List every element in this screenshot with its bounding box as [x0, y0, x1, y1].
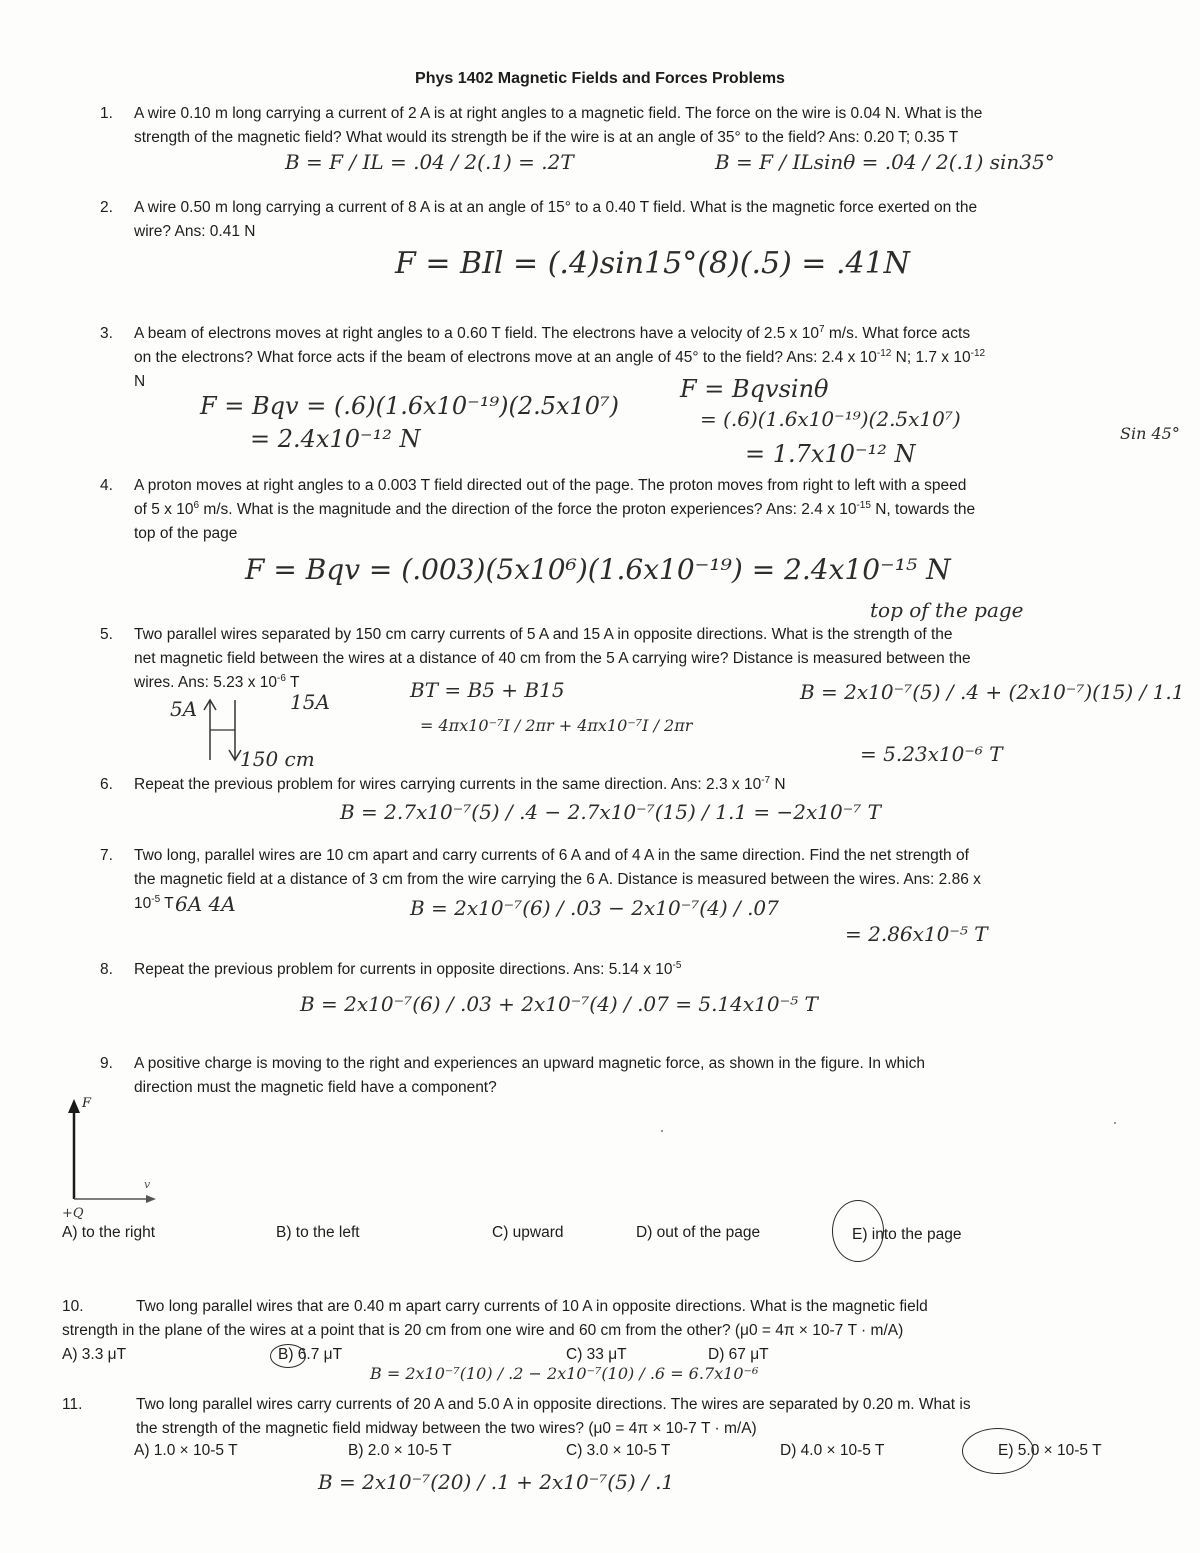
scan-speck: [1114, 1122, 1116, 1124]
q4-line-2: of 5 x $10^6$ m/s. What is the magnitude and the direction of the force the proton experiences? Ans: 2.4 x $10^{-15}$ N, towards the: [134, 499, 976, 518]
handwritten-work-q2: F = BIl = (.4)sin15°(8)(.5) = .41N: [395, 246, 910, 281]
handwritten-work-q1b: B = F / ILsinθ = .04 / 2(.1) sin35°: [715, 150, 1055, 174]
answer-choice-c[interactable]: C) 33 μT: [566, 1346, 627, 1363]
handwritten-sketch-q5b: 15A: [290, 690, 330, 714]
question-10-line-2: strength in the plane of the wires at a point that is 20 cm from one wire and 60 cm from the other? (μ0 = 4π × 10-7 T · m/A): [62, 1322, 904, 1339]
q4-line-1: A proton moves at right angles to a 0.003 T field directed out of the page. The proton moves from right to left with a speed: [134, 477, 967, 494]
q3-line-1: A beam of electrons moves at right angles to a 0.60 T field. The electrons have a velocity of 2.5 x $10^7$ m/s. What force acts: [134, 323, 971, 342]
question-1-text: [134, 102, 982, 150]
question-11-text: [136, 1393, 971, 1441]
q8-line-1: Repeat the previous problem for currents in opposite directions. Ans: 5.14 x $10^{-5}$: [134, 959, 682, 978]
handwritten-work-q10: B = 2x10⁻⁷(10) / .2 − 2x10⁻⁷(10) / .6 = 6.7x10⁻⁶: [370, 1364, 759, 1383]
question-number: 2.: [100, 199, 113, 216]
answer-choice-c[interactable]: C) 3.0 × 10-5 T: [566, 1442, 671, 1459]
handwritten-sketch-q5c: 150 cm: [240, 747, 315, 771]
q2-line-2: wire? Ans: 0.41 N: [134, 223, 256, 240]
q11-line-1: Two long parallel wires carry currents of 20 A and 5.0 A in opposite directions. The wires are separated by 0.20 m. What is: [136, 1396, 971, 1413]
answer-choice-e-selected[interactable]: E) into the page: [852, 1226, 962, 1243]
q9-line-1: A positive charge is moving to the right and experiences an upward magnetic force, as shown in the figure. In which: [134, 1055, 925, 1072]
q7-line-2: the magnetic field at a distance of 3 cm from the wire carrying the 6 A. Distance is measured between the wires. Ans: 2.86 x: [134, 871, 981, 888]
wire-sketch-q5: [190, 690, 300, 770]
answer-choice-a[interactable]: A) to the right: [62, 1224, 156, 1241]
question-4-text: [134, 474, 975, 546]
force-velocity-figure: [60, 1095, 170, 1210]
page-title: Phys 1402 Magnetic Fields and Forces Problems: [415, 70, 785, 87]
answer-choice-a[interactable]: A) 3.3 μT: [62, 1346, 127, 1363]
answer-choice-a[interactable]: A) 1.0 × 10-5 T: [134, 1442, 238, 1459]
handwritten-work-q5a: BT = B5 + B15: [410, 678, 565, 702]
q9-line-2: direction must the magnetic field have a component?: [134, 1079, 497, 1096]
handwritten-work-q5c: B = 2x10⁻⁷(5) / .4 + (2x10⁻⁷)(15) / 1.1: [800, 680, 1185, 704]
question-2-text: [134, 196, 977, 244]
handwritten-work-q1a: B = F / IL = .04 / 2(.1) = .2T: [285, 150, 574, 174]
handwritten-work-q3a: F = Bqv = (.6)(1.6x10⁻¹⁹)(2.5x10⁷): [200, 392, 620, 420]
handwritten-work-q7a: B = 2x10⁻⁷(6) / .03 − 2x10⁻⁷(4) / .07: [410, 896, 779, 920]
charge-label: +Q: [62, 1206, 84, 1221]
answer-choice-c[interactable]: C) upward: [492, 1224, 564, 1241]
q1-line-2: strength of the magnetic field? What would its strength be if the wire is at an angle of 35° to the field? Ans: 0.20 T; 0.35 T: [134, 129, 959, 146]
q1-line-1: A wire 0.10 m long carrying a current of 2 A is at right angles to a magnetic field. The force on the wire is 0.04 N. What is the: [134, 105, 983, 122]
q3-line-2: on the electrons? What force acts if the beam of electrons move at an angle of 45° to the field? Ans: 2.4 x $10^{-12}$ N; 1.7 x $10^{-12}$: [134, 347, 986, 366]
question-number: 11.: [62, 1396, 83, 1413]
question-10-line-1: Two long parallel wires that are 0.40 m apart carry currents of 10 A in opposite directions. What is the magnetic field: [136, 1298, 928, 1315]
question-number: 6.: [100, 776, 113, 793]
q4-line-3: top of the page: [134, 525, 238, 542]
handwritten-work-q3b: = 2.4x10⁻¹² N: [250, 425, 421, 453]
selected-answer-circle: [962, 1428, 1034, 1474]
handwritten-work-q4b: top of the page: [870, 598, 1024, 622]
handwritten-work-q3f: Sin 45°: [1120, 424, 1180, 443]
selected-answer-circle: [832, 1200, 884, 1262]
q6-line-1: Repeat the previous problem for wires carrying currents in the same direction. Ans: 2.3 x $10^{-7}$ N: [134, 774, 786, 793]
answer-choice-b[interactable]: B) 2.0 × 10-5 T: [348, 1442, 452, 1459]
question-number: 7.: [100, 847, 113, 864]
handwritten-work-q5b: = 4πx10⁻⁷I / 2πr + 4πx10⁻⁷I / 2πr: [420, 716, 693, 735]
q7-line-1: Two long, parallel wires are 10 cm apart and carry currents of 6 A and of 4 A in the same direction. Find the net strength of: [134, 847, 969, 864]
question-number: 1.: [100, 105, 113, 122]
handwritten-work-q11: B = 2x10⁻⁷(20) / .1 + 2x10⁻⁷(5) / .1: [318, 1470, 675, 1494]
question-number: 3.: [100, 325, 113, 342]
answer-choice-b-selected[interactable]: B) 6.7 μT: [278, 1346, 343, 1363]
handwritten-work-q7b: = 2.86x10⁻⁵ T: [845, 922, 988, 946]
q3-line-3: N: [134, 373, 146, 390]
handwritten-work-q3e: = 1.7x10⁻¹² N: [745, 440, 916, 468]
handwritten-work-q4a: F = Bqv = (.003)(5x10⁶)(1.6x10⁻¹⁹) = 2.4x10⁻¹⁵ N: [245, 553, 951, 586]
question-9-text: [134, 1052, 925, 1100]
handwritten-sketch-q7: 6A 4A: [175, 892, 236, 916]
handwritten-work-q3d: = (.6)(1.6x10⁻¹⁹)(2.5x10⁷): [700, 407, 961, 431]
answer-choice-b[interactable]: B) to the left: [276, 1224, 360, 1241]
force-vector-label: F: [82, 1096, 92, 1111]
question-3-text: [134, 322, 985, 394]
handwritten-work-q8: B = 2x10⁻⁷(6) / .03 + 2x10⁻⁷(4) / .07 = 5.14x10⁻⁵ T: [300, 992, 818, 1016]
question-6-text: [134, 773, 786, 797]
q5-line-1: Two parallel wires separated by 150 cm carry currents of 5 A and 15 A in opposite directions. What is the strength of the: [134, 626, 953, 643]
scan-speck: [661, 1130, 663, 1132]
answer-choice-e-selected[interactable]: E) 5.0 × 10-5 T: [998, 1442, 1102, 1459]
question-number: 8.: [100, 961, 113, 978]
question-number: 5.: [100, 626, 113, 643]
answer-choice-d[interactable]: D) 67 μT: [708, 1346, 769, 1363]
selected-answer-circle: [270, 1344, 306, 1368]
q2-line-1: A wire 0.50 m long carrying a current of 8 A is at an angle of 15° to a 0.40 T field. What is the magnetic force exerted on the: [134, 199, 978, 216]
question-number: 9.: [100, 1055, 113, 1072]
answer-choice-d[interactable]: D) out of the page: [636, 1224, 761, 1241]
velocity-vector-label: v: [144, 1178, 151, 1191]
question-number: 10.: [62, 1298, 84, 1315]
q7-line-3: $10^{-5}$ T: [134, 893, 174, 912]
handwritten-work-q5d: = 5.23x10⁻⁶ T: [860, 742, 1003, 766]
handwritten-work-q6: B = 2.7x10⁻⁷(5) / .4 − 2.7x10⁻⁷(15) / 1.1 = −2x10⁻⁷ T: [340, 800, 881, 824]
q11-line-2: the strength of the magnetic field midway between the two wires? (μ0 = 4π × 10-7 T · m/A): [136, 1420, 757, 1437]
q5-line-3: wires. Ans: 5.23 x $10^{-6}$ T: [134, 672, 300, 691]
answer-choice-d[interactable]: D) 4.0 × 10-5 T: [780, 1442, 885, 1459]
handwritten-work-q3c: F = Bqvsinθ: [680, 375, 829, 403]
question-number: 4.: [100, 477, 113, 494]
q5-line-2: net magnetic field between the wires at a distance of 40 cm from the 5 A carrying wire? Distance is measured between the: [134, 650, 971, 667]
handwritten-sketch-q5a: 5A: [170, 697, 198, 721]
question-8-text: [134, 958, 681, 982]
